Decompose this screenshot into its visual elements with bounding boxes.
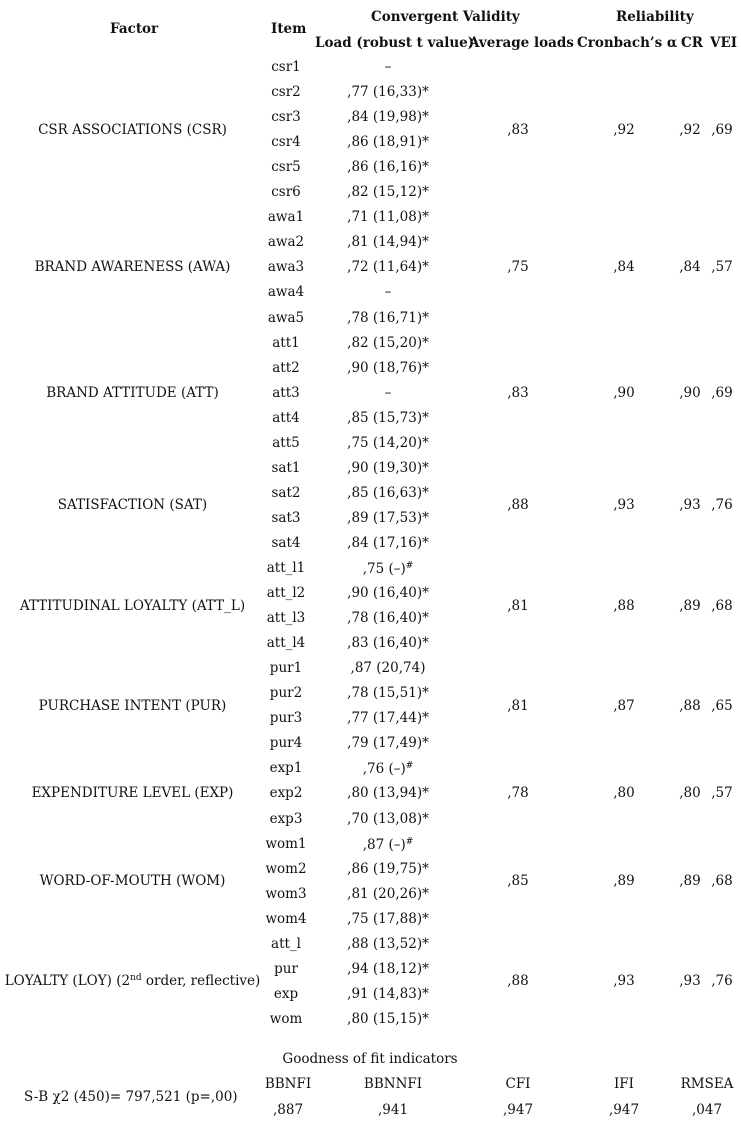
item-code: att4: [272, 409, 300, 426]
item-code: pur: [274, 960, 298, 977]
item-code: csr4: [271, 134, 301, 151]
fit-value: ,947: [502, 1102, 534, 1118]
item-code: att_l1: [266, 560, 306, 576]
fit-value: ,947: [608, 1102, 640, 1118]
cronbach-alpha: ,88: [613, 597, 635, 614]
average-load: ,75: [507, 259, 529, 276]
item-load: –: [384, 284, 392, 301]
item-code: att_l3: [266, 610, 306, 627]
cronbach-alpha: ,90: [613, 384, 635, 401]
fit-value: ,047: [691, 1102, 723, 1118]
item-load: ,86 (19,75)*: [347, 860, 429, 877]
average-load: ,78: [507, 785, 529, 802]
item-load: ,81 (20,26)*: [347, 885, 429, 902]
factor-name: EXPENDITURE LEVEL (EXP): [31, 785, 234, 802]
average-load: ,83: [507, 121, 529, 138]
item-code: att_l4: [266, 635, 306, 652]
item-code: att_l2: [266, 585, 306, 602]
fit-label: IFI: [613, 1076, 635, 1092]
item-load: ,86 (16,16)*: [347, 159, 429, 176]
item-load: ,85 (15,73)*: [347, 409, 429, 426]
item-code: att_l: [271, 935, 301, 952]
item-load: ,78 (16,40)*: [347, 610, 429, 627]
item-code: exp3: [269, 810, 303, 827]
item-load: ,87 (20,74): [350, 660, 426, 677]
item-load: ,77 (17,44)*: [347, 710, 429, 727]
fit-title: Goodness of fit indicators: [282, 1051, 458, 1067]
header-vei: VEI: [710, 35, 738, 51]
item-load: ,84 (19,98)*: [347, 109, 429, 126]
footnote-mark: #: [405, 836, 414, 847]
variance-extracted: ,76: [711, 497, 733, 514]
item-code: att2: [272, 359, 300, 376]
average-load: ,88: [507, 973, 529, 990]
fit-label: CFI: [505, 1076, 531, 1092]
header-cronbach: Cronbach’s α: [577, 35, 678, 51]
item-load: ,78 (15,51)*: [347, 685, 429, 702]
item-load: ,79 (17,49)*: [347, 735, 429, 752]
item-load: ,90 (18,76)*: [347, 359, 429, 376]
item-load: ,85 (16,63)*: [347, 484, 429, 501]
item-code: exp: [273, 985, 299, 1002]
item-load: –: [384, 59, 392, 75]
item-load: ,76 (–)#: [362, 761, 414, 778]
variance-extracted: ,69: [711, 384, 733, 401]
item-load: ,75 (–)#: [362, 561, 414, 577]
item-code: csr1: [271, 59, 301, 75]
item-load: ,70 (13,08)*: [347, 810, 429, 827]
fit-label: BBNNFI: [363, 1076, 423, 1092]
item-load: ,82 (15,20)*: [347, 334, 429, 351]
item-code: wom3: [265, 885, 307, 902]
cronbach-alpha: ,80: [613, 785, 635, 802]
item-load: ,86 (18,91)*: [347, 134, 429, 151]
factor-name: LOYALTY (LOY) (2nd order, reflective): [4, 973, 261, 990]
item-code: exp2: [269, 785, 303, 802]
item-code: csr3: [271, 109, 301, 126]
composite-reliability: ,89: [679, 597, 701, 614]
average-load: ,83: [507, 384, 529, 401]
item-code: att1: [272, 334, 300, 351]
item-load: ,72 (11,64)*: [347, 259, 429, 276]
factor-name: SATISFACTION (SAT): [57, 497, 208, 514]
header-load: Load (robust t value): [315, 35, 475, 51]
factor-name: WORD-OF-MOUTH (WOM): [39, 873, 226, 890]
fit-label: BBNFI: [264, 1076, 312, 1092]
item-code: csr5: [271, 159, 301, 176]
variance-extracted: ,76: [711, 973, 733, 990]
item-code: awa4: [267, 284, 305, 301]
item-load: ,81 (14,94)*: [347, 234, 429, 251]
item-code: exp1: [269, 760, 303, 777]
item-code: wom2: [265, 860, 307, 877]
cronbach-alpha: ,92: [613, 121, 635, 138]
header-convergent-validity: Convergent Validity: [371, 9, 520, 25]
cronbach-alpha: ,93: [613, 497, 635, 514]
fit-chi-square: S-B χ2 (450)= 797,521 (p=,00): [24, 1089, 238, 1105]
footnote-mark: #: [405, 561, 414, 571]
item-load: ,80 (15,15)*: [347, 1010, 429, 1027]
item-load: ,75 (17,88)*: [347, 910, 429, 927]
item-load: ,94 (18,12)*: [347, 960, 429, 977]
variance-extracted: ,57: [711, 259, 733, 276]
composite-reliability: ,89: [679, 873, 701, 890]
item-code: wom1: [265, 835, 307, 852]
average-load: ,81: [507, 697, 529, 714]
item-load: ,88 (13,52)*: [347, 935, 429, 952]
item-load: ,90 (19,30)*: [347, 459, 429, 476]
item-load: ,84 (17,16)*: [347, 534, 429, 551]
composite-reliability: ,80: [679, 785, 701, 802]
composite-reliability: ,92: [679, 121, 701, 138]
item-code: csr6: [271, 184, 301, 201]
composite-reliability: ,93: [679, 973, 701, 990]
cronbach-alpha: ,87: [613, 697, 635, 714]
footnote-mark: #: [405, 761, 414, 772]
fit-value: ,887: [272, 1102, 304, 1118]
item-code: awa5: [267, 309, 305, 326]
item-load: ,89 (17,53)*: [347, 509, 429, 526]
cronbach-alpha: ,84: [613, 259, 635, 276]
item-load: ,91 (14,83)*: [347, 985, 429, 1002]
fit-label: RMSEA: [680, 1076, 734, 1092]
composite-reliability: ,90: [679, 384, 701, 401]
factor-name: ATTITUDINAL LOYALTY (ATT_L): [19, 597, 246, 614]
variance-extracted: ,68: [711, 873, 733, 890]
item-code: pur3: [269, 710, 303, 727]
item-load: –: [384, 384, 392, 401]
item-code: att5: [272, 434, 300, 451]
factor-name: CSR ASSOCIATIONS (CSR): [38, 121, 227, 138]
item-load: ,82 (15,12)*: [347, 184, 429, 201]
item-code: pur1: [269, 660, 303, 677]
cronbach-alpha: ,93: [613, 973, 635, 990]
composite-reliability: ,93: [679, 497, 701, 514]
item-code: sat3: [271, 509, 301, 526]
header-average-loads: Average loads: [469, 35, 574, 51]
item-code: wom: [269, 1010, 303, 1027]
composite-reliability: ,84: [679, 259, 701, 276]
average-load: ,85: [507, 873, 529, 890]
fit-value: ,941: [377, 1102, 409, 1118]
average-load: ,81: [507, 597, 529, 614]
average-load: ,88: [507, 497, 529, 514]
cronbach-alpha: ,89: [613, 873, 635, 890]
item-load: ,90 (16,40)*: [347, 585, 429, 602]
factor-name: BRAND ATTITUDE (ATT): [46, 384, 219, 401]
item-code: sat1: [271, 459, 301, 476]
factor-name: BRAND AWARENESS (AWA): [34, 259, 231, 276]
variance-extracted: ,57: [711, 785, 733, 802]
header-factor: Factor: [110, 21, 159, 37]
item-load: ,77 (16,33)*: [347, 84, 429, 101]
item-code: awa1: [267, 209, 305, 226]
item-code: csr2: [271, 84, 301, 101]
item-code: awa2: [267, 234, 305, 251]
header-reliability: Reliability: [616, 9, 694, 25]
item-code: wom4: [265, 910, 307, 927]
header-cr: CR: [681, 35, 703, 51]
item-load: ,80 (13,94)*: [347, 785, 429, 802]
item-load: ,71 (11,08)*: [347, 209, 429, 226]
variance-extracted: ,68: [711, 597, 733, 614]
item-code: att3: [272, 384, 300, 401]
item-code: awa3: [267, 259, 305, 276]
variance-extracted: ,65: [711, 697, 733, 714]
variance-extracted: ,69: [711, 121, 733, 138]
item-load: ,83 (16,40)*: [347, 635, 429, 652]
header-item: Item: [271, 21, 307, 37]
item-load: ,78 (16,71)*: [347, 309, 429, 326]
factor-name: PURCHASE INTENT (PUR): [38, 697, 227, 714]
item-code: pur4: [269, 735, 303, 752]
item-load: ,87 (–)#: [362, 836, 414, 853]
item-code: sat2: [271, 484, 301, 501]
composite-reliability: ,88: [679, 697, 701, 714]
item-code: pur2: [269, 685, 303, 702]
item-load: ,75 (14,20)*: [347, 434, 429, 451]
item-code: sat4: [271, 534, 301, 551]
